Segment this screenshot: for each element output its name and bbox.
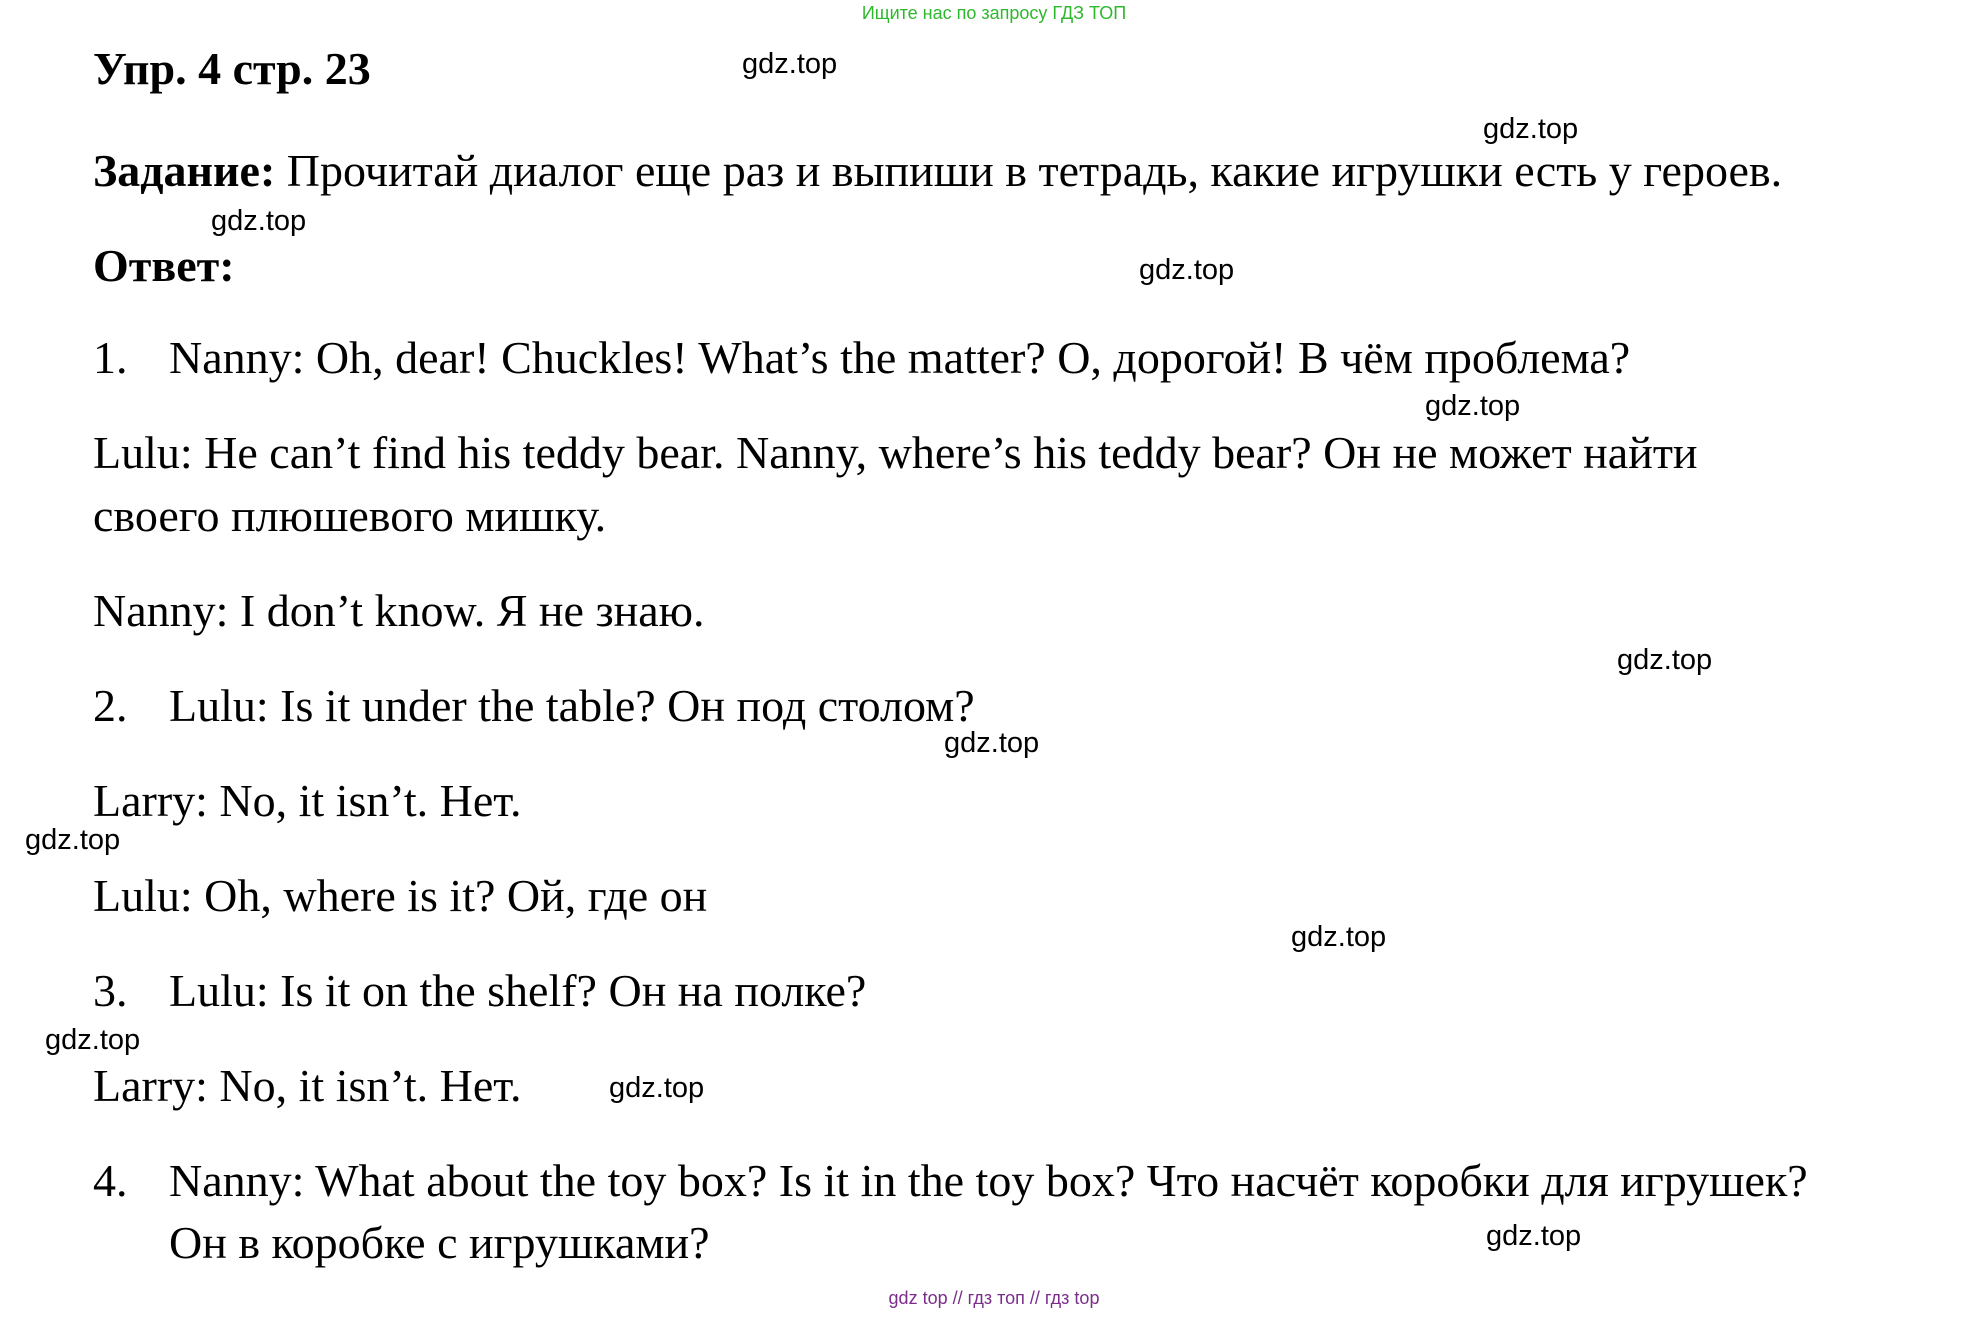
watermark: gdz.top [1486,1220,1582,1252]
dialogue-text: Lulu: Is it under the table? Он под столом? [169,680,975,731]
dialogue-line: Lulu: He can’t find his teddy bear. Nanny, where’s his teddy bear? Он не может найти [93,427,1698,478]
item-number: 3. [93,965,128,1016]
page-title: Упр. 4 стр. 23 [93,43,371,94]
item-number: 1. [93,332,128,383]
dialogue-line: Lulu: Oh, where is it? Ой, где он [93,870,708,921]
dialogue-line: своего плюшевого мишку. [93,490,607,541]
bottom-banner: gdz top // гдз топ // гдз top [888,1288,1100,1308]
watermark: gdz.top [1139,254,1235,286]
task-line [93,143,1782,198]
dialogue-line [93,963,866,1018]
watermark: gdz.top [1483,113,1579,145]
item-number: 4. [93,1155,128,1206]
watermark: gdz.top [742,48,838,80]
item-number: 2. [93,680,128,731]
answer-label: Ответ: [93,240,235,291]
watermark: gdz.top [1617,644,1713,676]
dialogue-line: Larry: No, it isn’t. Нет. [93,775,522,826]
dialogue-line: Nanny: I don’t know. Я не знаю. [93,585,705,636]
watermark: gdz.top [45,1024,141,1056]
dialogue-line [93,1153,1808,1208]
dialogue-line [93,330,1630,385]
watermark: gdz.top [609,1072,705,1104]
watermark: gdz.top [944,727,1040,759]
task-label: Задание: [93,145,276,196]
dialogue-text: Nanny: What about the toy box? Is it in the toy box? Что насчёт коробки для игрушек? [169,1155,1808,1206]
watermark: gdz.top [1425,390,1521,422]
dialogue-line: Larry: No, it isn’t. Нет. [93,1060,522,1111]
watermark: gdz.top [1291,921,1387,953]
watermark: gdz.top [25,824,121,856]
task-text: Прочитай диалог еще раз и выпиши в тетрадь, какие игрушки есть у героев. [275,145,1783,196]
dialogue-text: Lulu: Is it on the shelf? Он на полке? [169,965,867,1016]
answer-heading [93,238,235,293]
dialogue-line [93,678,975,733]
top-banner: Ищите нас по запросу ГДЗ ТОП [861,3,1127,23]
dialogue-text: Nanny: Oh, dear! Chuckles! What’s the matter? О, дорогой! В чём проблема? [169,332,1631,383]
watermark: gdz.top [211,205,307,237]
dialogue-line: Он в коробке с игрушками? [169,1217,710,1268]
